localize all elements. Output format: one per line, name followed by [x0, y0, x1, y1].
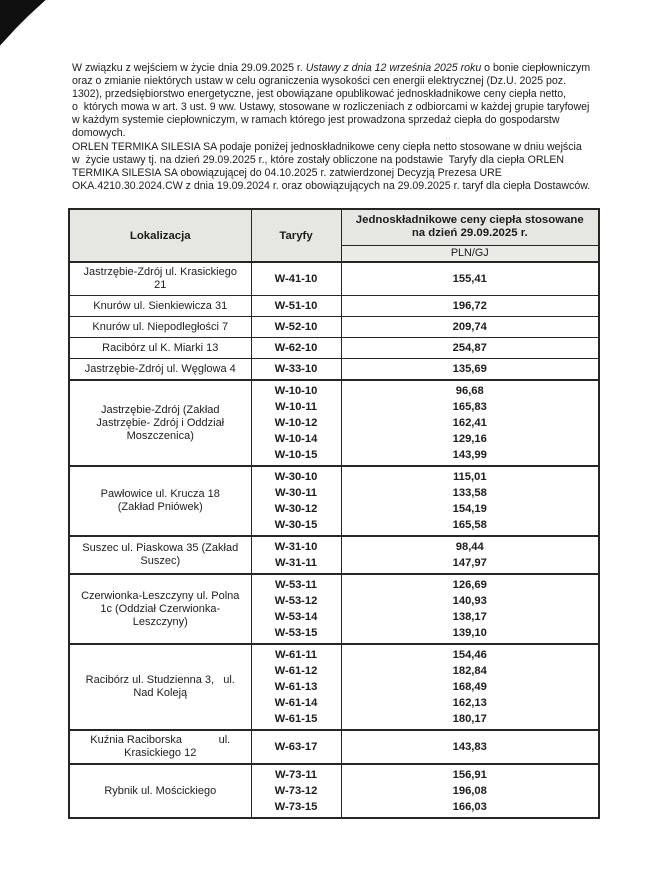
price-value: 96,68 — [455, 385, 484, 397]
price-value: 135,69 — [452, 363, 487, 375]
location-cell: Pawłowice ul. Krucza 18 (Zakład Pniówek) — [69, 466, 251, 536]
price-value: 196,72 — [452, 300, 487, 312]
tariff-code: W-33-10 — [274, 363, 318, 375]
table-row — [69, 730, 599, 764]
tariff-code: W-52-10 — [274, 321, 318, 333]
price-table-body — [69, 262, 599, 818]
column-header-unit: PLN/GJ — [341, 245, 599, 262]
tariff-code: W-10-11 — [274, 401, 318, 413]
tariff-code: W-53-12 — [274, 595, 318, 607]
column-header-tariff: Taryfy — [251, 209, 341, 262]
price-value: 143,83 — [452, 741, 487, 753]
tariff-code: W-31-10 — [274, 541, 318, 553]
price-value: 155,41 — [452, 273, 487, 285]
tariff-code: W-61-15 — [274, 713, 318, 725]
price-value: 182,84 — [452, 665, 487, 677]
table-row — [69, 359, 599, 381]
tariff-code: W-53-11 — [274, 579, 318, 591]
tariff-code: W-10-10 — [274, 385, 318, 397]
price-cell — [341, 536, 599, 574]
location-cell: Racibórz ul K. Miarki 13 — [69, 338, 251, 359]
tariff-cell — [251, 764, 341, 818]
table-row — [69, 296, 599, 317]
price-value: 196,08 — [452, 785, 487, 797]
tariff-code: W-30-15 — [274, 519, 318, 531]
intro-text-after-italic: o bonie ciepłowniczym oraz o zmianie niektórych ustaw w celu ograniczenia wysokości cen energii elektrycznej (Dz.U. 2025 poz. 1302), przedsiębiorstwo energetyczne, jest obowiązane opublikować jednoskładnikowe ceny ciepła netto, o których mowa w art. 3 ust. 9 ww. Ustawy, stosowane w rozliczeniach z odbiorcami w każdej grupie taryfowej w każdym systemie ciepłowniczym, w ramach którego jest prowadzona sprzedaż ciepła do gospodarstw domowych. ORLEN TERMIKA SILESIA SA podaje poniżej jednoskładnikowe ceny ciepła netto stosowane w dniu wejścia w życie ustawy tj. na dzień 29.09.2025 r., które zostały obliczone na podstawie Taryfy dla ciepła ORLEN TERMIKA SILESIA SA obowiązującej do 04.10.2025 r. zatwierdzonej Decyzją Prezesa URE OKA.4210.30.2024.CW z dnia 19.09.2024 r. oraz obowiązujących na 29.09.2025 r. taryf dla ciepła Dostawców. — [72, 62, 591, 192]
price-cell — [341, 380, 599, 466]
price-value: 139,10 — [452, 627, 487, 639]
price-value: 115,01 — [452, 471, 487, 483]
price-value: 180,17 — [452, 713, 487, 725]
intro-text-before-italic: W związku z wejściem w życie dnia 29.09.2025 r. — [72, 62, 306, 74]
price-value: 166,03 — [452, 801, 487, 813]
intro-paragraph — [72, 62, 624, 193]
table-row — [69, 574, 599, 644]
column-header-location: Lokalizacja — [69, 209, 251, 262]
tariff-cell — [251, 574, 341, 644]
location-cell: Rybnik ul. Mościckiego — [69, 764, 251, 818]
table-row — [69, 262, 599, 296]
price-value: 143,99 — [452, 449, 487, 461]
tariff-cell — [251, 536, 341, 574]
tariff-code: W-73-11 — [274, 769, 318, 781]
price-cell — [341, 644, 599, 730]
price-value: 98,44 — [455, 541, 484, 553]
price-cell — [341, 338, 599, 359]
tariff-code: W-41-10 — [274, 273, 318, 285]
tariff-code: W-62-10 — [274, 342, 318, 354]
tariff-cell — [251, 359, 341, 381]
price-value: 165,58 — [452, 519, 487, 531]
table-row — [69, 380, 599, 466]
tariff-code: W-30-10 — [274, 471, 318, 483]
tariff-code: W-61-12 — [274, 665, 318, 677]
tariff-cell — [251, 262, 341, 296]
tariff-cell — [251, 380, 341, 466]
table-row — [69, 466, 599, 536]
table-row — [69, 536, 599, 574]
location-cell: Czerwionka-Leszczyny ul. Polna 1c (Oddział Czerwionka- Leszczyny) — [69, 574, 251, 644]
price-value: 129,16 — [452, 433, 487, 445]
column-header-price: Jednoskładnikowe ceny ciepła stosowane na dzień 29.09.2025 r. — [341, 209, 599, 245]
tariff-code: W-51-10 — [274, 300, 318, 312]
tariff-code: W-61-13 — [274, 681, 318, 693]
tariff-code: W-61-14 — [274, 697, 318, 709]
price-value: 154,46 — [452, 649, 487, 661]
tariff-cell — [251, 466, 341, 536]
table-row — [69, 644, 599, 730]
price-value: 147,97 — [452, 557, 487, 569]
location-cell: Jastrzębie-Zdrój ul. Krasickiego 21 — [69, 262, 251, 296]
tariff-cell — [251, 296, 341, 317]
price-value: 168,49 — [452, 681, 487, 693]
table-row — [69, 338, 599, 359]
table-header — [69, 209, 599, 262]
price-value: 209,74 — [452, 321, 487, 333]
price-value: 133,58 — [452, 487, 487, 499]
location-cell: Kuźnia Raciborska ul. Krasickiego 12 — [69, 730, 251, 764]
tariff-code: W-61-11 — [274, 649, 318, 661]
price-cell — [341, 764, 599, 818]
price-value: 162,13 — [452, 697, 487, 709]
location-cell: Jastrzębie-Zdrój (Zakład Jastrzębie- Zdrój i Oddział Moszczenica) — [69, 380, 251, 466]
tariff-cell — [251, 338, 341, 359]
location-cell: Racibórz ul. Studzienna 3, ul. Nad Koleją — [69, 644, 251, 730]
tariff-cell — [251, 317, 341, 338]
price-value: 140,93 — [452, 595, 487, 607]
price-value: 162,41 — [452, 417, 487, 429]
location-cell: Jastrzębie-Zdrój ul. Węglowa 4 — [69, 359, 251, 381]
price-value: 126,69 — [452, 579, 487, 591]
tariff-code: W-73-15 — [274, 801, 318, 813]
heat-price-table — [68, 208, 600, 819]
tariff-code: W-53-14 — [274, 611, 318, 623]
scan-corner-artifact — [0, 0, 47, 47]
tariff-code: W-10-12 — [274, 417, 318, 429]
table-row — [69, 764, 599, 818]
location-cell: Knurów ul. Niepodległości 7 — [69, 317, 251, 338]
tariff-code: W-10-14 — [274, 433, 318, 445]
price-cell — [341, 296, 599, 317]
price-cell — [341, 359, 599, 381]
tariff-code: W-31-11 — [274, 557, 318, 569]
tariff-code: W-73-12 — [274, 785, 318, 797]
price-value: 156,91 — [452, 769, 487, 781]
intro-text-italic: Ustawy z dnia 12 września 2025 roku — [305, 62, 482, 74]
location-cell: Knurów ul. Sienkiewicza 31 — [69, 296, 251, 317]
tariff-code: W-30-11 — [274, 487, 318, 499]
price-value: 254,87 — [452, 342, 487, 354]
tariff-code: W-63-17 — [274, 741, 318, 753]
tariff-cell — [251, 730, 341, 764]
price-value: 154,19 — [452, 503, 487, 515]
price-cell — [341, 466, 599, 536]
price-value: 138,17 — [452, 611, 487, 623]
price-cell — [341, 262, 599, 296]
tariff-code: W-10-15 — [274, 449, 318, 461]
price-cell — [341, 730, 599, 764]
table-row — [69, 317, 599, 338]
tariff-code: W-53-15 — [274, 627, 318, 639]
tariff-code: W-30-12 — [274, 503, 318, 515]
price-value: 165,83 — [452, 401, 487, 413]
location-cell: Suszec ul. Piaskowa 35 (Zakład Suszec) — [69, 536, 251, 574]
price-cell — [341, 317, 599, 338]
tariff-cell — [251, 644, 341, 730]
price-cell — [341, 574, 599, 644]
